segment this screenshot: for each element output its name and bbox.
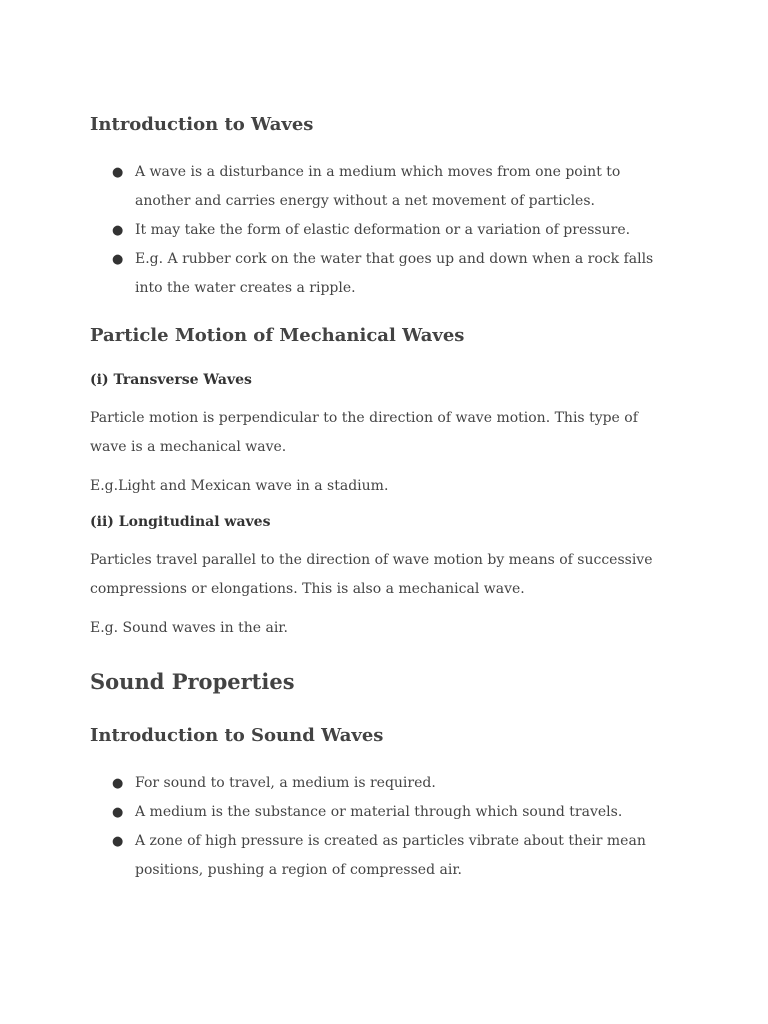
heading-intro-waves: Introduction to Waves <box>90 114 314 135</box>
subheading-transverse-waves: (i) Transverse Waves <box>90 372 252 388</box>
heading-intro-sound-waves: Introduction to Sound Waves <box>90 725 384 746</box>
list-item <box>90 827 675 885</box>
list-item-text: For sound to travel, a medium is required. <box>135 775 436 791</box>
bullet-icon: ● <box>112 834 124 849</box>
heading-particle-motion: Particle Motion of Mechanical Waves <box>90 325 465 346</box>
bullet-icon: ● <box>112 165 124 180</box>
paragraph-longitudinal-example: E.g. Sound waves in the air. <box>90 620 288 636</box>
bullet-icon: ● <box>112 252 124 267</box>
list-item-text: It may take the form of elastic deformation or a variation of pressure. <box>135 222 631 238</box>
paragraph-transverse-example: E.g.Light and Mexican wave in a stadium. <box>90 478 389 494</box>
title-sound-properties: Sound Properties <box>90 669 295 694</box>
subheading-longitudinal-waves: (ii) Longitudinal waves <box>90 514 271 530</box>
list-item <box>90 216 675 245</box>
list-item <box>90 245 675 303</box>
list-item-text: A medium is the substance or material through which sound travels. <box>135 804 623 820</box>
list-item-text: E.g. A rubber cork on the water that goes up and down when a rock falls into the water creates a ripple. <box>135 251 654 296</box>
list-item-text: A zone of high pressure is created as particles vibrate about their mean positions, pushing a region of compressed air. <box>135 833 646 878</box>
list-item <box>90 798 675 827</box>
list-item-text: A wave is a disturbance in a medium which moves from one point to another and carries energy without a net movement of particles. <box>135 164 621 209</box>
document-page <box>90 112 675 885</box>
list-item <box>90 769 675 798</box>
list-intro-waves <box>90 158 675 303</box>
paragraph-transverse: Particle motion is perpendicular to the direction of wave motion. This type of wave is a mechanical wave. <box>90 410 638 455</box>
bullet-icon: ● <box>112 805 124 820</box>
bullet-icon: ● <box>112 223 124 238</box>
list-intro-sound <box>90 769 675 885</box>
paragraph-longitudinal: Particles travel parallel to the direction of wave motion by means of successive compressions or elongations. This is also a mechanical wave. <box>90 552 653 597</box>
list-item <box>90 158 675 216</box>
bullet-icon: ● <box>112 776 124 791</box>
